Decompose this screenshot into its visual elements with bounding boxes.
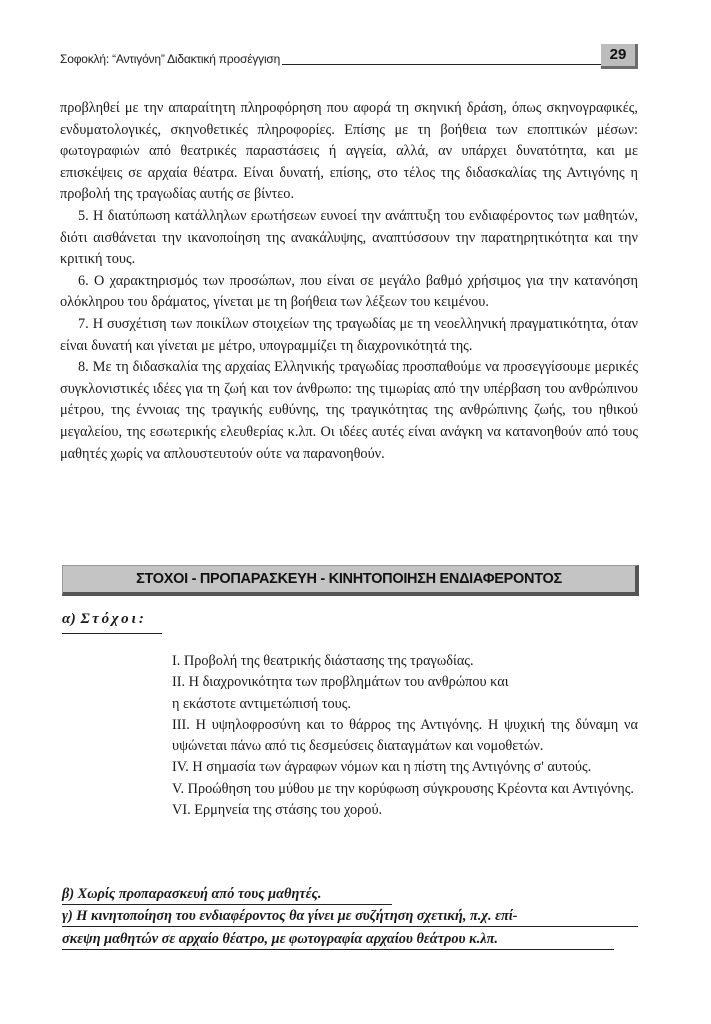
goals-list	[172, 651, 638, 821]
goal-item-5: V. Προώθηση του μύθου με την κορύφωση σύγκρουσης Κρέοντα και Αντιγόνης.	[172, 780, 634, 797]
goal-item-6: VI. Ερμηνεία της στάσης του χορού.	[172, 802, 383, 819]
goal-item-2: ΙΙ. Η διαχρονικότητα των προβλημάτων του ανθρώπου και	[172, 674, 509, 691]
subsection-a-underline	[62, 633, 162, 634]
goal-item-2-continued: η εκάστοτε αντιμετώπισή τους.	[172, 695, 351, 712]
goal-item-4: IV. Η σημασία των άγραφων νόμων και η πίστη της Αντιγόνης σ' αυτούς.	[172, 759, 592, 776]
subsection-c-line-2: σκεψη μαθητών σε αρχαίο θέατρο, με φωτογραφία αρχαίου θεάτρου κ.λπ.	[62, 931, 499, 947]
paragraph-continuation: προβληθεί με την απαραίτητη πληροφόρηση που αφορά τη σκηνική δράση, όπως σκηνογραφικές, ενδυματολογικές, σκηνοθετικές πληροφορίες. Επίσης με τη βοήθεια των εποπτικών μέσων: φωτογραφιών από θεατρικές παραστάσεις ή αγγεία, αλλά, αν υπάρχει δυνατότητα, και με επισκέψεις σε αρχαία θέατρα. Είναι δυνατή, επίσης, στο τέλος της διδασκαλίας της Αντιγόνης η προβολή της τραγωδίας αυτής σε βίντεο.	[60, 100, 638, 203]
header-title: Σοφοκλή: “Αντιγόνη” Διδακτική προσέγγιση	[60, 52, 281, 66]
paragraph-5: 5. Η διατύπωση κατάλληλων ερωτήσεων ευνοεί την ανάπτυξη του ενδιαφέροντος των μαθητών, διότι αισθάνεται την ικανοποίηση της ανακάλυψης, αναπτύσσουν την παρατηρητικότητα και την κριτική τους.	[60, 207, 638, 268]
running-header	[60, 44, 638, 70]
subsection-c-underline-1	[62, 926, 638, 927]
page-number: 29	[601, 44, 638, 69]
paragraph-7: 7. Η συσχέτιση των ποικίλων στοιχείων της τραγωδίας με τη νεοελληνική πραγματικότητα, όταν είναι δυνατή και γίνεται με μέτρο, υπογραμμίζει τη διαχρονικότητά της.	[60, 315, 638, 354]
subsection-a-label: α)	[62, 611, 77, 627]
goal-item-1: Ι. Προβολή της θεατρικής διάστασης της τραγωδίας.	[172, 653, 474, 669]
section-heading: ΣΤΟΧΟΙ - ΠΡΟΠΑΡΑΣΚΕΥΗ - ΚΙΝΗΤΟΠΟΙΗΣΗ ΕΝΔΙΑΦΕΡΟΝΤΟΣ	[62, 565, 639, 596]
subsection-b-underline	[62, 904, 392, 905]
subsection-c-underline-2	[62, 949, 614, 950]
goal-item-3: ΙΙΙ. Η υψηλοφροσύνη και το θάρρος της Αντιγόνης. Η ψυχική της δύναμη να υψώνεται πάνω από τις δεσμεύσεις διαταγμάτων και νομοθετών.	[172, 716, 638, 755]
paragraph-6: 6. Ο χαρακτηρισμός των προσώπων, που είναι σε μεγάλο βαθμό χρήσιμος για την κατανόηση ολόκληρου του δράματος, γίνεται με τη βοήθεια των λέξεων του κειμένου.	[60, 272, 638, 311]
paragraph-8: 8. Με τη διδασκαλία της αρχαίας Ελληνικής τραγωδίας προσπαθούμε να προσεγγίσουμε μερικές συγκλονιστικές ιδέες για τη ζωή και τον άνθρωπο: της τιμωρίας από την υπέρβαση του ανθρώπινου μέτρου, της έννοιας της τραγικής ευθύνης, της τραγικότητας της ανθρώπινης ζωής, του ηθικού μεγαλείου, της εσωτερικής ελευθερίας κ.λπ. Οι ιδέες αυτές είναι ανάγκη να κατανοηθούν από τους μαθητές χωρίς να απλουστευτούν ούτε να παρανοηθούν.	[60, 359, 638, 462]
subsection-c-line-1: γ) Η κινητοποίηση του ενδιαφέροντος θα γίνει με συζήτηση σχετική, π.χ. επί-	[62, 908, 518, 924]
subsection-a-title: Στόχοι:	[80, 611, 147, 627]
subsection-b: β) Χωρίς προπαρασκευή από τους μαθητές.	[62, 886, 322, 902]
body-text	[60, 98, 638, 465]
subsection-a-heading	[62, 611, 147, 628]
header-rule	[282, 64, 602, 65]
